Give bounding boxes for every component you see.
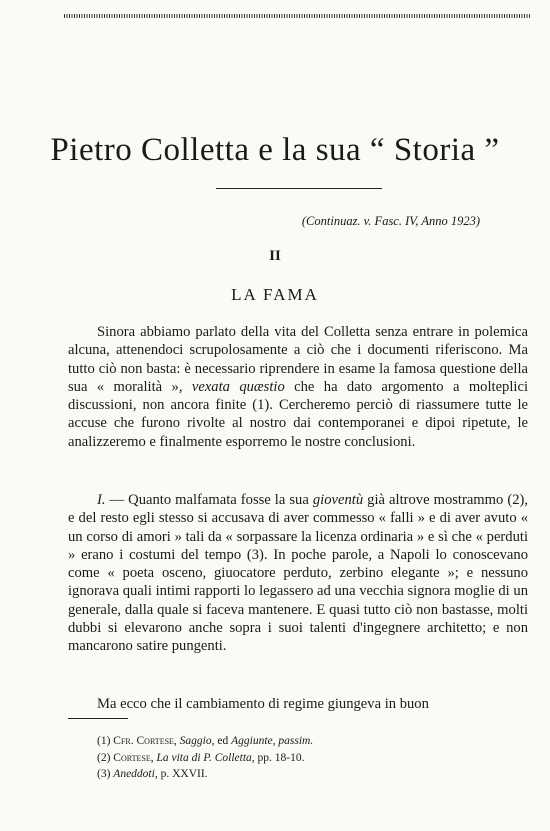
footnote-1 <box>97 733 313 750</box>
footnote-number: (2) <box>97 751 111 764</box>
footnote-author: Cfr. Cortese, <box>113 735 177 747</box>
top-decorative-rule <box>64 14 530 18</box>
paragraph-1-text-b: che ha dato argomento a molteplici discussioni, non ancora finite (1). Cercheremo perciò di riassumere tutte le accuse che furono rivolte al nostro dai contemporanei e dipoi ripetute, le analizzeremo e finalmente esporremo le nostre conclusioni. <box>68 378 528 450</box>
footnote-work: Aneddoti, <box>113 768 158 780</box>
continuation-note: (Continuaz. v. Fasc. IV, Anno 1923) <box>301 214 480 228</box>
footnote-author: Cortese, <box>113 751 154 764</box>
footnote-rule <box>68 718 128 719</box>
footnote-number: (1) <box>97 735 111 747</box>
paragraph-1-italic: vexata quæstio <box>191 378 285 395</box>
footnote-number: (3) <box>97 768 111 780</box>
footnote-rest: ed <box>214 735 232 747</box>
footnote-3 <box>97 766 313 783</box>
footnote-rest: pp. 18-10. <box>254 751 305 764</box>
section-title: LA FAMA <box>231 285 319 304</box>
paragraph-2-text-a: — Quanto malfamata fosse la sua <box>105 492 313 508</box>
paragraph-2-numeral: I. <box>97 492 106 508</box>
footnote-rest-italic: Aggiunte, passim. <box>231 735 314 747</box>
page-title: Pietro Colletta e la sua “ Storia ” <box>50 132 500 168</box>
footnote-work: Saggio, <box>179 735 215 747</box>
paragraph-2-text-b: già altrove mostrammo (2), e del resto egli stesso si accusava di aver commesso « falli » e di aver avuto « un corso di amori » tali da « sorpassare la licenza ordinaria » e sì che « perduti » erano i costumi del tempo (3). In poche parole, a Napoli lo conoscevano come « poeta osceno, giuocatore perduto, zerbino elegante »; e nessuno ignorava quali intimi rapporti lo legassero ad una vecchia signora moglie di un generale, dalla quale si faceva mantenere. E quasi tutto ciò non bastasse, molti dubbi si elevarono anche sopra i suoi talenti d'ingegnere architetto; e non mancarono satire pungenti. <box>68 492 529 655</box>
paragraph-2-italic: gioventù <box>312 492 364 508</box>
paragraph-1 <box>68 323 528 451</box>
title-underline <box>216 188 382 189</box>
footnotes <box>97 733 313 783</box>
paragraph-2 <box>68 491 528 656</box>
paragraph-3: Ma ecco che il cambiamento di regime giungeva in buon <box>97 696 429 712</box>
footnote-work: La vita di P. Colletta, <box>156 751 255 764</box>
footnote-rest: p. XXVII. <box>157 768 208 780</box>
section-number: II <box>269 248 281 264</box>
paragraph-1-text-a: Sinora abbiamo parlato della vita del Colletta senza entrare in polemica alcuna, attenendoci scrupolosamente a ciò che i documenti riferiscono. Ma tutto ciò non basta: è necessario riprendere in esame la famosa questione della sua « moralità », <box>68 324 528 395</box>
footnote-2 <box>97 750 313 767</box>
